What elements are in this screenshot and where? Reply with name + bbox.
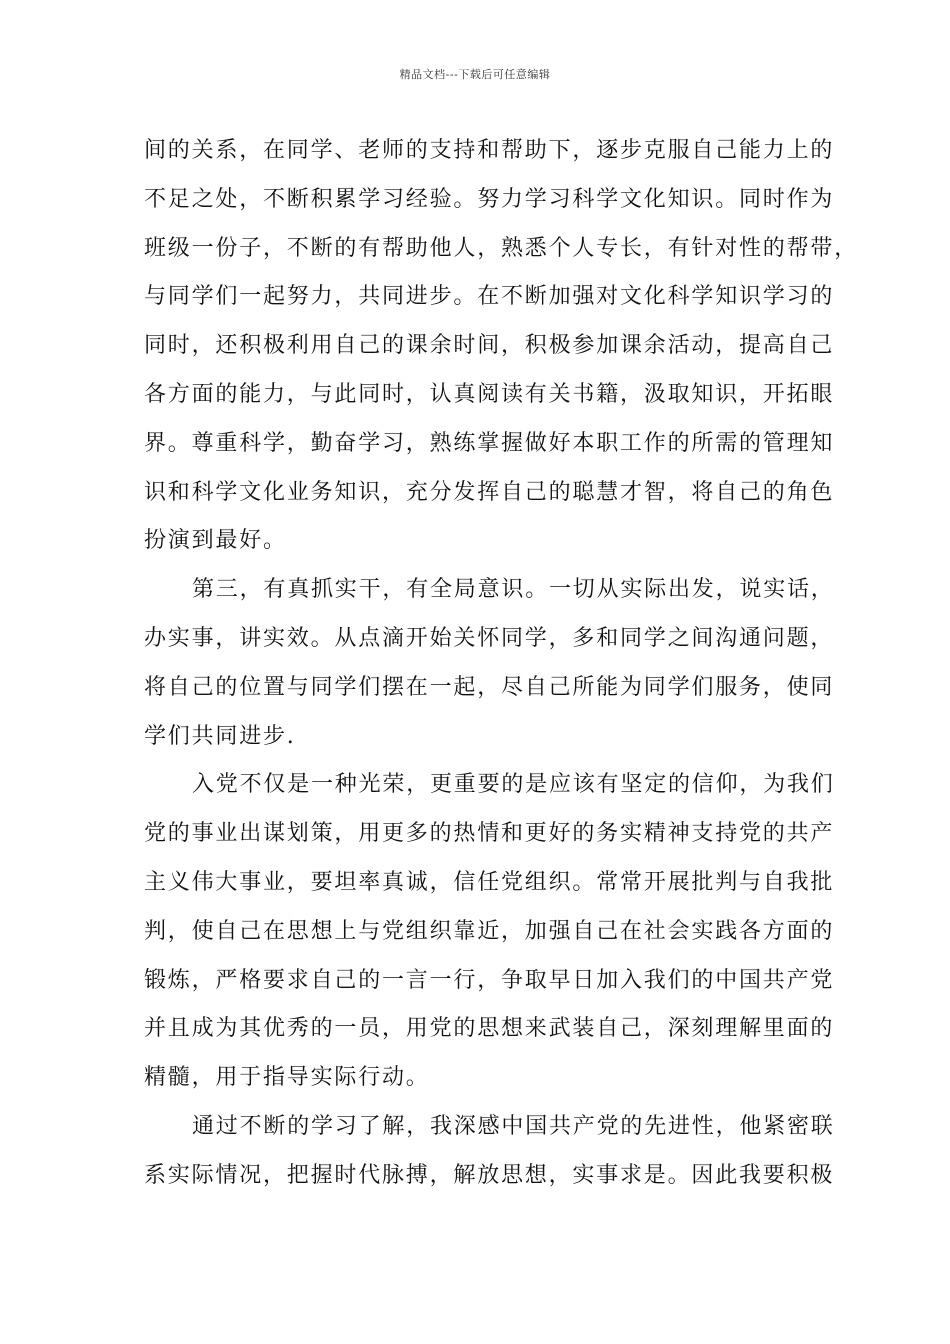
text-line: 判，使自己在思想上与党组织靠近，加强自己在社会实践各方面的 <box>144 918 835 944</box>
document-body <box>144 127 859 1201</box>
text-line: 系实际情况，把握时代脉搏，解放思想，实事求是。因此我要积极 <box>144 1162 835 1188</box>
paragraph-first-line: 第三，有真抓实干，有全局意识。一切从实际出发，说实话， <box>192 577 835 603</box>
text-line: 班级一份子，不断的有帮助他人，熟悉个人专长，有针对性的帮带， <box>144 235 859 261</box>
text-line: 识和科学文化业务知识，充分发挥自己的聪慧才智，将自己的角色 <box>144 479 835 505</box>
paragraph-first-line: 通过不断的学习了解，我深感中国共产党的先进性，他紧密联 <box>192 1113 835 1139</box>
text-line: 党的事业出谋划策，用更多的热情和更好的务实精神支持党的共产 <box>144 821 835 847</box>
text-line: 与同学们一起努力，共同进步。在不断加强对文化科学知识学习的 <box>144 284 835 310</box>
text-line: 间的关系，在同学、老师的支持和帮助下，逐步克服自己能力上的 <box>144 138 835 163</box>
text-line: 主义伟大事业，要坦率真诚，信任党组织。常常开展批判与自我批 <box>144 869 835 895</box>
text-line: 各方面的能力，与此同时，认真阅读有关书籍，汲取知识，开拓眼 <box>144 381 835 407</box>
text-line: 并且成为其优秀的一员，用党的思想来武装自己，深刻理解里面的 <box>144 1016 835 1042</box>
text-line: 扮演到最好。 <box>144 528 287 554</box>
text-line: 同时，还积极利用自己的课余时间，积极参加课余活动，提高自己 <box>144 333 835 359</box>
text-line: 精髓，用于指导实际行动。 <box>144 1065 430 1091</box>
paragraph-first-line: 入党不仅是一种光荣，更重要的是应该有坚定的信仰，为我们 <box>192 772 835 798</box>
text-line: 锻炼，严格要求自己的一言一行，争取早日加入我们的中国共产党 <box>144 967 835 993</box>
text-line: 将自己的位置与同学们摆在一起，尽自己所能为同学们服务，使同 <box>144 674 835 700</box>
text-line: 学们共同进步. <box>144 723 296 749</box>
text-line: 不足之处，不断积累学习经验。努力学习科学文化知识。同时作为 <box>144 186 835 212</box>
text-line: 办实事，讲实效。从点滴开始关怀同学，多和同学之间沟通问题， <box>144 625 835 651</box>
text-line: 界。尊重科学，勤奋学习，熟练掌握做好本职工作的所需的管理知 <box>144 430 835 456</box>
page-header: 精品文档---下载后可任意编辑 <box>399 68 551 81</box>
